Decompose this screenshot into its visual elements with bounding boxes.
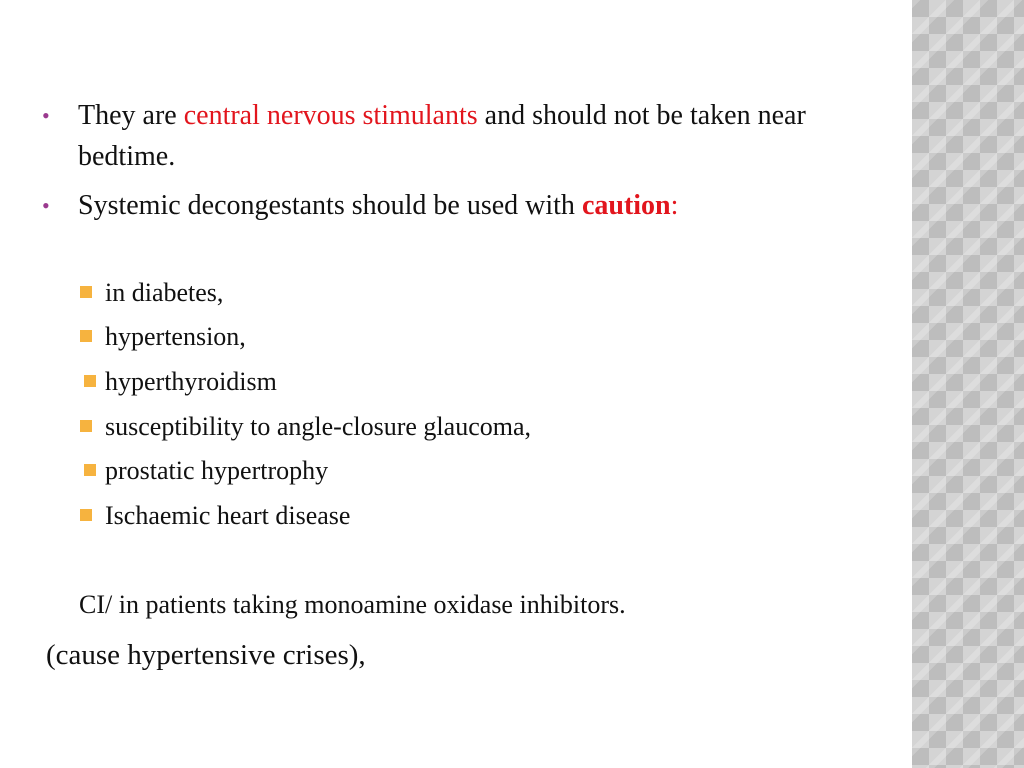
sub-bullet-prostatic [105,454,328,488]
bullet-highlight: central nervous stimulants [183,100,478,131]
sub-bullet-hyperthyroidism [105,365,277,399]
sub-bullet-text: in diabetes, [105,278,224,307]
sub-bullet-text: hypertension, [105,322,246,351]
bullet-text-suffix: : [670,190,679,221]
bullet-stimulants [42,95,858,177]
decorative-side-panel [912,0,1024,768]
bullet-decongestants [42,185,858,226]
bullet-text-prefix: Systemic decongestants should be used with [78,190,582,221]
sub-bullet-text: Ischaemic heart disease [105,501,351,530]
square-bullet-icon [80,286,92,298]
sub-bullet-glaucoma [105,410,531,444]
bullet-dot-icon: • [42,193,50,218]
sub-bullet-diabetes [105,276,223,310]
cause-line: (cause hypertensive crises), [46,639,366,671]
bullet-text-prefix: They are [78,100,184,131]
sub-bullet-ischaemic [105,499,350,533]
square-bullet-icon [80,420,92,432]
square-bullet-icon [84,375,96,387]
square-bullet-icon [84,464,96,476]
bullet-text-suffix: and should not be taken near bedtime. [78,100,806,172]
square-bullet-icon [80,509,92,521]
square-bullet-icon [80,330,92,342]
bullet-dot-icon: • [42,103,50,128]
ci-line: CI/ in patients taking monoamine oxidase inhibitors. [79,590,626,619]
sub-bullet-hypertension [105,320,246,354]
sub-bullet-text: hyperthyroidism [105,367,277,396]
sub-bullet-text: susceptibility to angle-closure glaucoma, [105,412,531,441]
bullet-highlight-caution: caution [581,190,671,221]
sub-bullet-text: prostatic hypertrophy [105,456,329,485]
